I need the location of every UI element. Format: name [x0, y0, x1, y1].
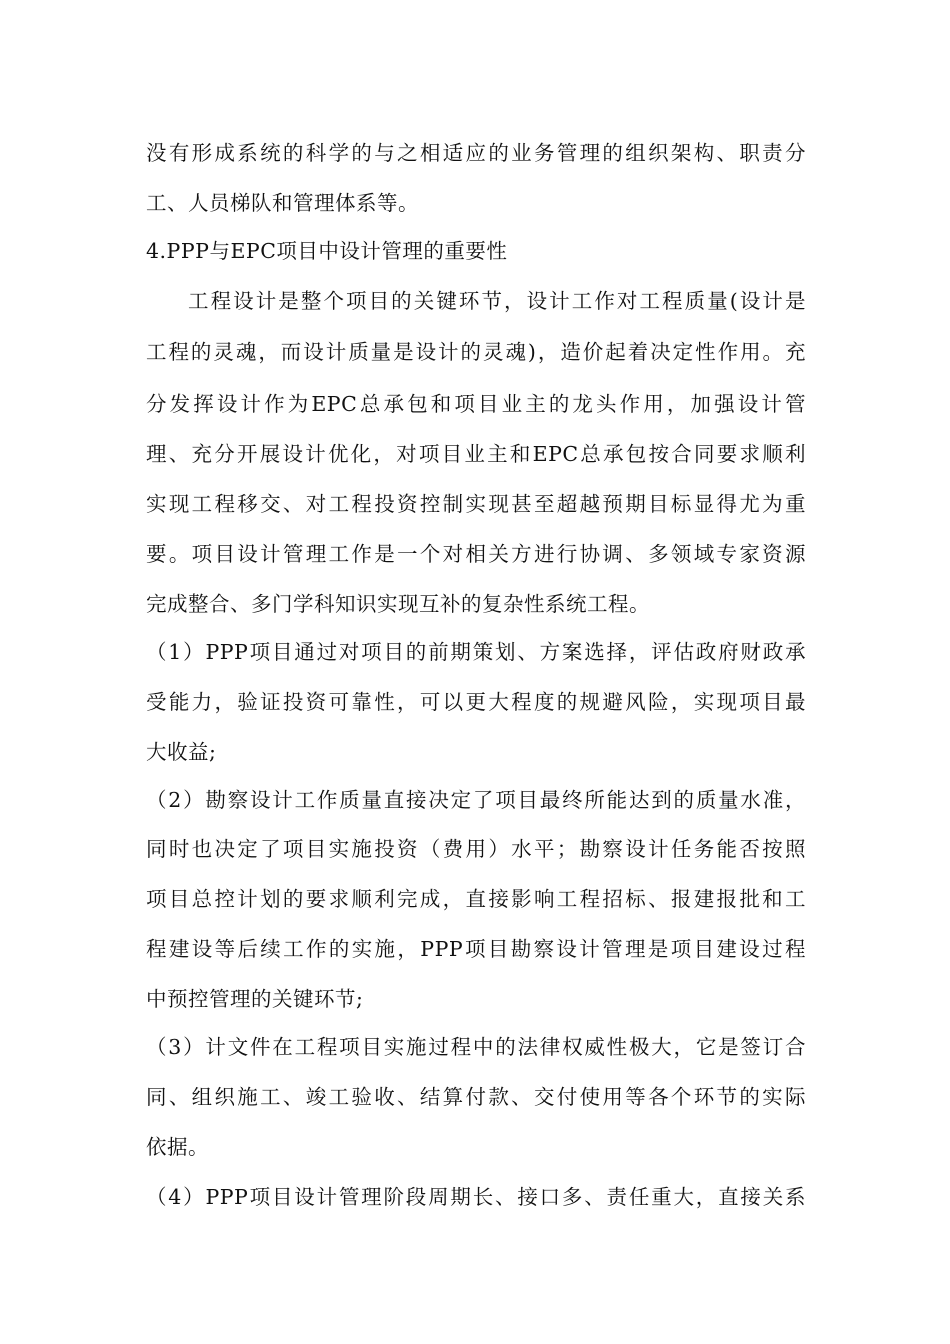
list-item-line: 大收益; — [146, 740, 217, 764]
list-item-line: 依据。 — [146, 1135, 209, 1159]
list-item-line: （4）PPP项目设计管理阶段周期长、接口多、责任重大，直接关系 — [146, 1185, 806, 1209]
list-item-line: （2）勘察设计工作质量直接决定了项目最终所能达到的质量水准， — [146, 788, 806, 812]
list-item-line: （1）PPP项目通过对项目的前期策划、方案选择，评估政府财政承 — [146, 640, 806, 664]
text-line: 工、人员梯队和管理体系等。 — [146, 191, 419, 215]
list-item-line: 中预控管理的关键环节; — [146, 987, 364, 1011]
text-line: 工程设计是整个项目的关键环节，设计工作对工程质量(设计是 — [188, 289, 806, 313]
text-line: 没有形成系统的科学的与之相适应的业务管理的组织架构、职责分 — [146, 141, 806, 165]
list-item-line: 受能力，验证投资可靠性，可以更大程度的规避风险，实现项目最 — [146, 690, 806, 714]
text-line: 要。项目设计管理工作是一个对相关方进行协调、多领域专家资源 — [146, 542, 806, 566]
list-item-line: 程建设等后续工作的实施，PPP项目勘察设计管理是项目建设过程 — [146, 937, 806, 961]
section-heading: 4.PPP与EPC项目中设计管理的重要性 — [146, 239, 508, 263]
text-line: 分发挥设计作为EPC总承包和项目业主的龙头作用，加强设计管 — [146, 392, 806, 416]
list-item-line: 同时也决定了项目实施投资（费用）水平；勘察设计任务能否按照 — [146, 837, 806, 861]
list-item-line: （3）计文件在工程项目实施过程中的法律权威性极大，它是签订合 — [146, 1035, 806, 1059]
text-line: 完成整合、多门学科知识实现互补的复杂性系统工程。 — [146, 592, 650, 616]
list-item-line: 项目总控计划的要求顺利完成，直接影响工程招标、报建报批和工 — [146, 887, 806, 911]
text-line: 理、充分开展设计优化，对项目业主和EPC总承包按合同要求顺利 — [146, 442, 806, 466]
list-item-line: 同、组织施工、竣工验收、结算付款、交付使用等各个环节的实际 — [146, 1085, 806, 1109]
text-line: 实现工程移交、对工程投资控制实现甚至超越预期目标显得尤为重 — [146, 492, 806, 516]
text-line: 工程的灵魂，而设计质量是设计的灵魂)，造价起着决定性作用。充 — [146, 340, 806, 364]
